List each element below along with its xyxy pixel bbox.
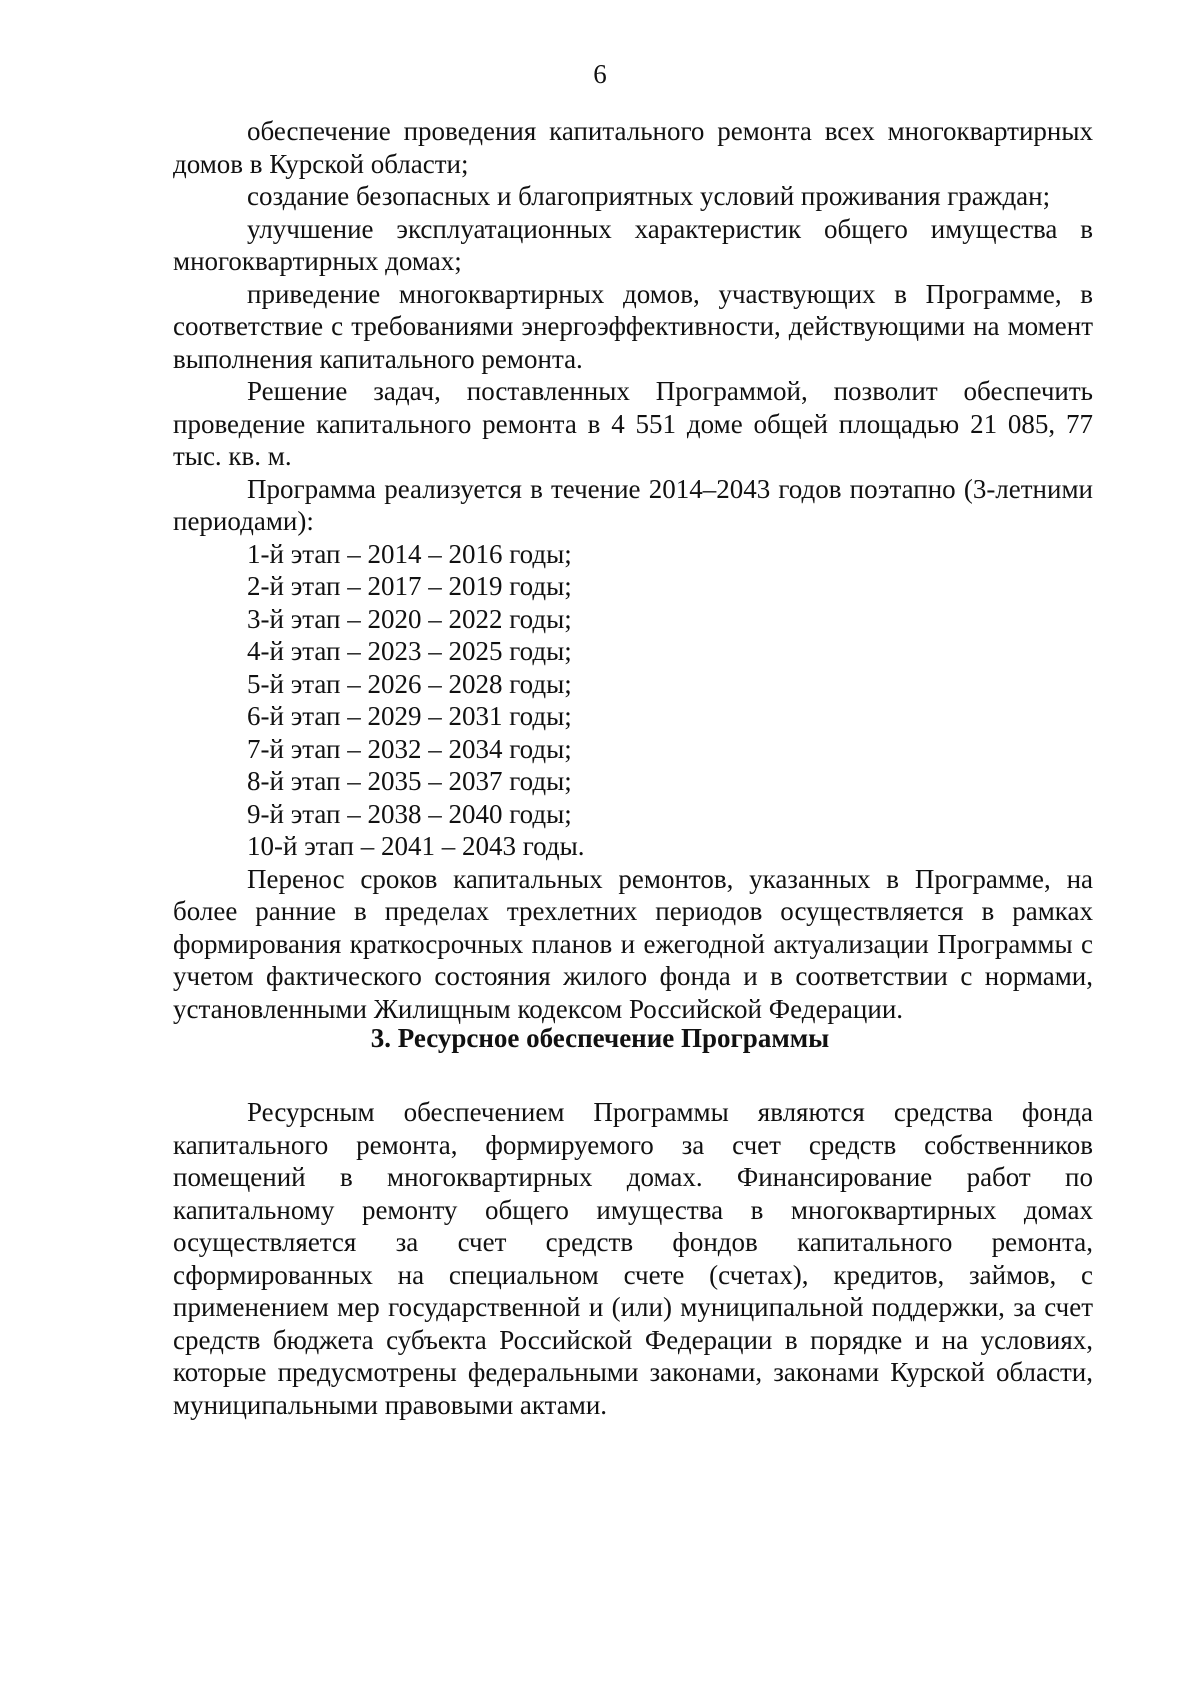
stage-item: 3-й этап – 2020 – 2022 годы; <box>247 603 572 634</box>
stage-item: 10-й этап – 2041 – 2043 годы. <box>247 831 585 861</box>
stage-item: 2-й этап – 2017 – 2019 годы; <box>247 571 572 601</box>
paragraph-task-solution: Решение задач, поставленных Программой, позволит обеспечить проведение капитального ремонта в 4 551 доме общей площадью 21 085, 77 тыс. кв. м. <box>173 376 1093 471</box>
paragraph-safe-conditions: создание безопасных и благоприятных условий проживания граждан; <box>247 181 1051 211</box>
paragraph-resources: Ресурсным обеспечением Программы являются средства фонда капитального ремонта, формируемого за счет средств собственников помещений в многоквартирных домах. Финансирование работ по капитальному ремонту общего имущества в многоквартирных домах осуществляется за счет средств фондов капитального ремонта, сформированных на специальном счете (счетах), кредитов, займов, с применением мер государственной и (или) муниципальной поддержки, за счет средств бюджета субъекта Российской Федерации в порядке и на условиях, которые предусмотрены федеральными законами, законами Курской области, муниципальными правовыми актами. <box>173 1097 1093 1420</box>
stage-item: 9-й этап – 2038 – 2040 годы; <box>247 798 572 829</box>
program-text-block <box>173 115 1093 1025</box>
stage-item: 6-й этап – 2029 – 2031 годы; <box>247 701 572 731</box>
stage-item: 8-й этап – 2035 – 2037 годы; <box>247 766 572 796</box>
paragraph-program-period: Программа реализуется в течение 2014–2043 годов поэтапно (3-летними периодами): <box>173 473 1093 536</box>
paragraph-improve-characteristics: улучшение эксплуатационных характеристик общего имущества в многоквартирных домах; <box>173 213 1093 276</box>
resources-text-block <box>173 1096 1093 1421</box>
paragraph-capital-repair-all-houses: обеспечение проведения капитального ремонта всех многоквартирных домов в Курской области; <box>173 116 1093 179</box>
stage-item: 5-й этап – 2026 – 2028 годы; <box>247 668 572 699</box>
paragraph-postponement: Перенос сроков капитальных ремонтов, указанных в Программе, на более ранние в пределах трехлетних периодов осуществляется в рамках формирования краткосрочных планов и ежегодной актуализации Программы с учетом фактического состояния жилого фонда и в соответствии с нормами, установленными Жилищным кодексом Российской Федерации. <box>173 863 1093 1024</box>
stage-item: 4-й этап – 2023 – 2025 годы; <box>247 636 572 666</box>
page-number: 6 <box>593 59 607 89</box>
stage-item: 1-й этап – 2014 – 2016 годы; <box>247 538 572 569</box>
paragraph-energy-efficiency: приведение многоквартирных домов, участвующих в Программе, в соответствие с требованиями энергоэффективности, действующими на момент выполнения капитального ремонта. <box>173 278 1093 374</box>
stage-item: 7-й этап – 2032 – 2034 годы; <box>247 733 572 764</box>
section-heading: 3. Ресурсное обеспечение Программы <box>370 1023 830 1053</box>
stages-list <box>173 538 1093 863</box>
